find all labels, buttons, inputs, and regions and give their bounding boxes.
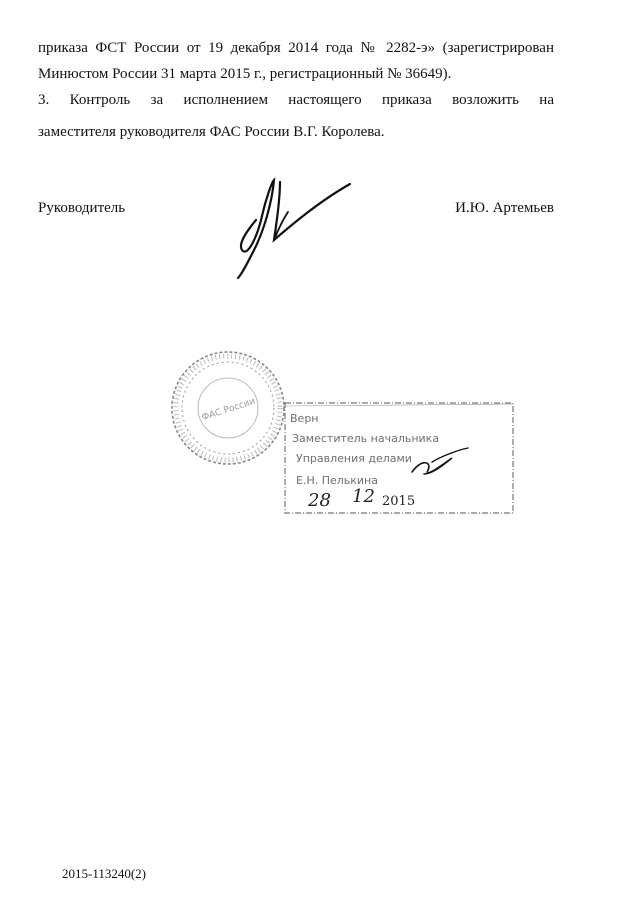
seal-center-text: ФАС России (200, 396, 257, 424)
signer-name: И.Ю. Артемьев (455, 200, 554, 216)
stamp-line: Е.Н. Пелькина (296, 474, 378, 487)
stamp-date-year: 2015 (382, 494, 416, 509)
stamp-line: Заместитель начальника (292, 432, 440, 445)
document-number: 2015-113240(2) (62, 866, 147, 881)
handwritten-signature (228, 172, 368, 282)
body-text-line: заместителя руководителя ФАС России В.Г. Королева. (38, 124, 385, 140)
stamp-line: Управления делами (296, 452, 412, 465)
signer-role: Руководитель (38, 200, 126, 216)
stamp-date-month: 12 (352, 486, 375, 507)
body-text-line: 3. Контроль за исполнением настоящего приказа возложить на (38, 92, 554, 108)
body-text-line: Минюстом России 31 марта 2015 г., регистрационный № 36649). (38, 66, 452, 82)
stamp-line: Верн (290, 412, 319, 425)
stamp-date-day: 28 (308, 490, 331, 511)
round-seal (168, 348, 288, 468)
stamp-signature (412, 458, 452, 474)
body-text-line: приказа ФСТ России от 19 декабря 2014 года № 2282-э» (зарегистрирован (38, 40, 554, 56)
